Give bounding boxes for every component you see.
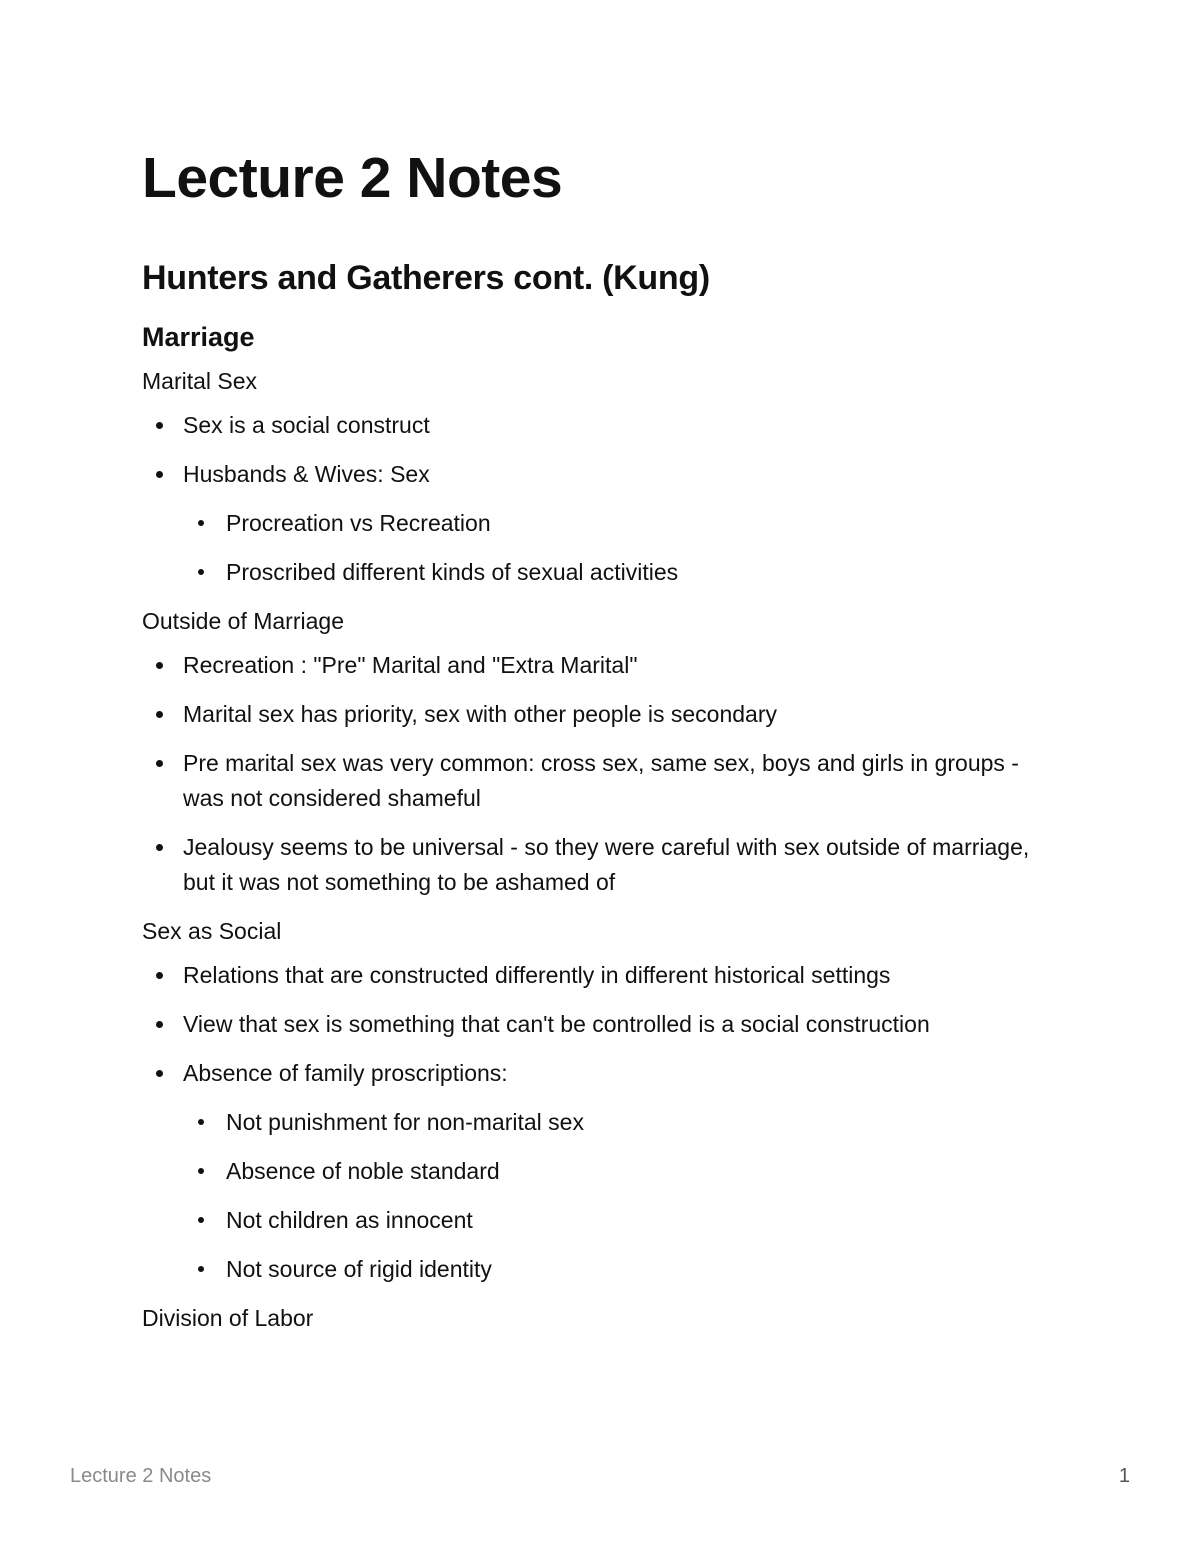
list-item (142, 1056, 1042, 1287)
group-label-sex-as-social: Sex as Social (142, 918, 282, 944)
footer-title: Lecture 2 Notes (70, 1465, 212, 1487)
list-item: Recreation : "Pre" Marital and "Extra Marital" (142, 648, 1042, 683)
nested-list-item: Absence of noble standard (183, 1154, 1042, 1189)
list-item (142, 408, 1042, 443)
bullet-list (142, 648, 1042, 900)
nested-bullet-list (183, 506, 1042, 590)
list-item-text: Sex is a social construct (183, 412, 430, 438)
section-heading: Hunters and Gatherers cont. (Kung) (142, 259, 710, 297)
subsection-heading: Marriage (142, 322, 255, 352)
list-item: Pre marital sex was very common: cross sex, same sex, boys and girls in groups - was not considered shameful (142, 746, 1042, 816)
nested-bullet-list (183, 1105, 1042, 1287)
group-label-marital-sex: Marital Sex (142, 368, 258, 394)
list-item: Relations that are constructed differently in different historical settings (142, 958, 1042, 993)
group-label-outside-of-marriage: Outside of Marriage (142, 608, 344, 634)
page-number: 1 (1118, 1465, 1130, 1487)
bullet-list (142, 958, 1042, 1287)
nested-list-item: Not children as innocent (183, 1203, 1042, 1238)
list-item: Marital sex has priority, sex with other people is secondary (142, 697, 1042, 732)
document-content (142, 140, 1042, 1335)
nested-list-item: Proscribed different kinds of sexual activities (183, 555, 1042, 590)
nested-list-item: Not punishment for non-marital sex (183, 1105, 1042, 1140)
list-item: Jealousy seems to be universal - so they were careful with sex outside of marriage, but it was not something to be ashamed of (142, 830, 1042, 900)
nested-list-item: Not source of rigid identity (183, 1252, 1042, 1287)
list-item (142, 457, 1042, 590)
page-title: Lecture 2 Notes (142, 146, 563, 210)
group-label-division-of-labor: Division of Labor (142, 1305, 314, 1331)
list-item-text: Husbands & Wives: Sex (183, 461, 430, 487)
bullet-list (142, 408, 1042, 590)
nested-list-item: Procreation vs Recreation (183, 506, 1042, 541)
page-footer (70, 1461, 1130, 1491)
list-item-text: Absence of family proscriptions: (183, 1060, 508, 1086)
list-item: View that sex is something that can't be controlled is a social construction (142, 1007, 1042, 1042)
